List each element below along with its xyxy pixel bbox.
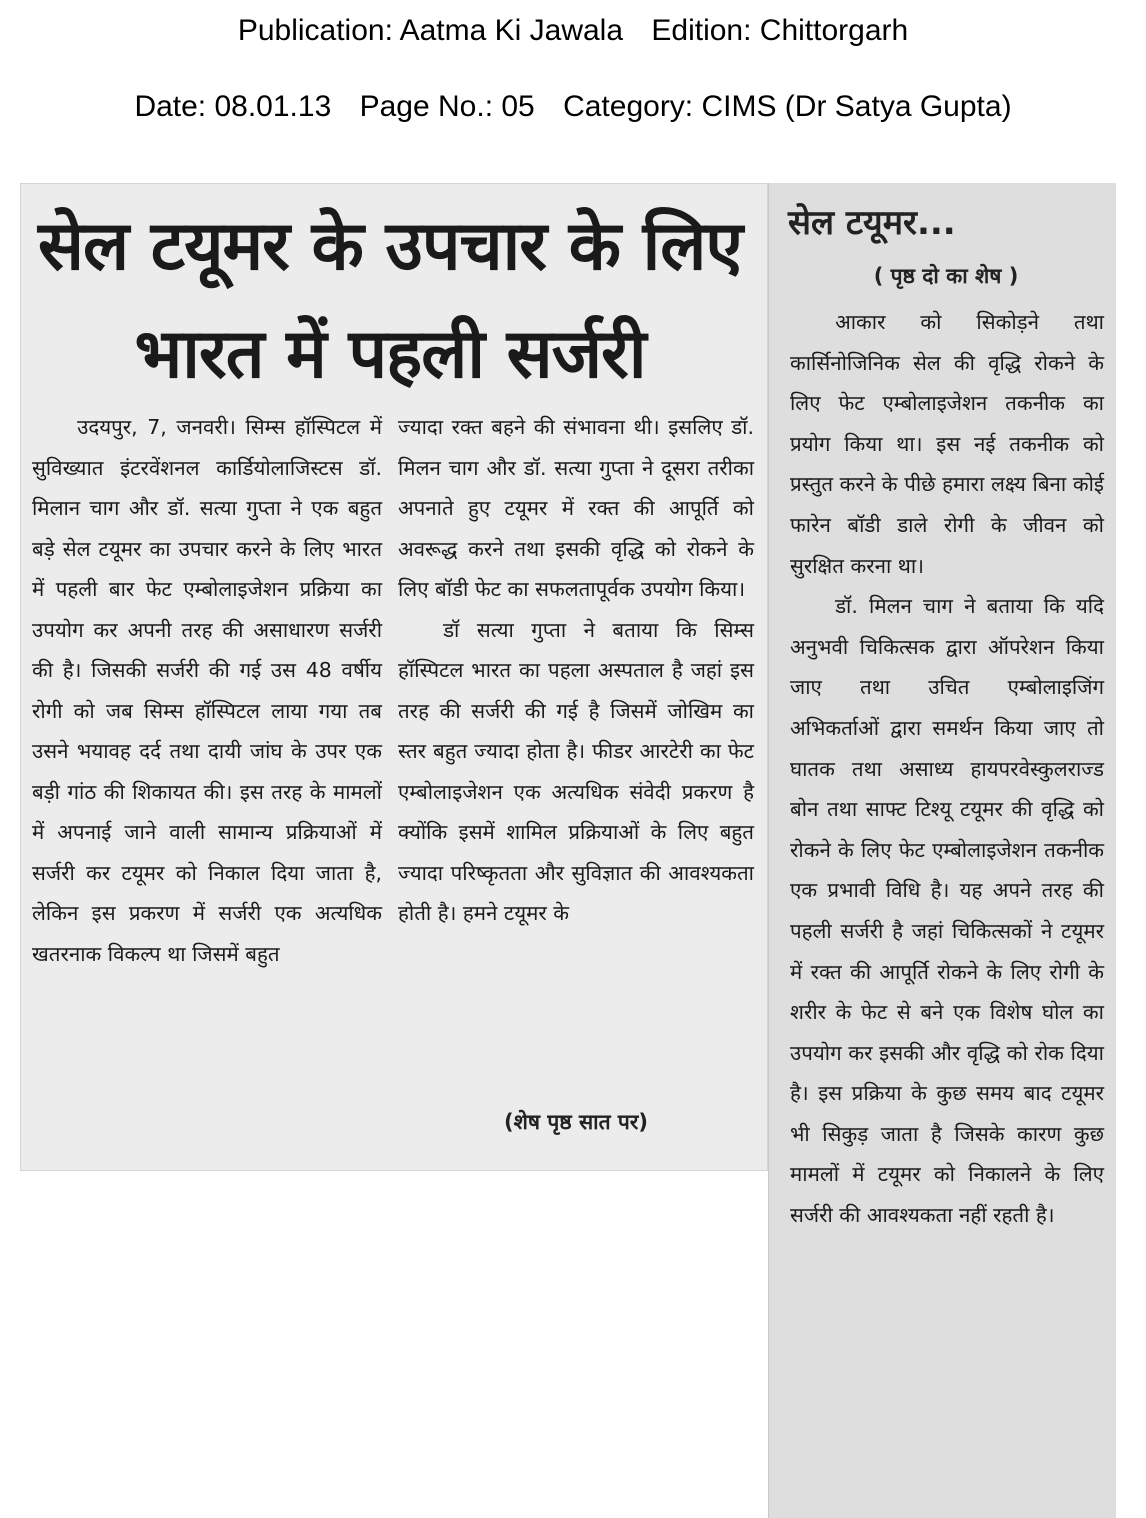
side-article-column [790,302,1104,1236]
main-article-column-2 [398,407,754,934]
date-label: Date: 08.01.13 [134,90,332,123]
header-line-2 [0,90,1146,124]
main-article-paragraph: ज्यादा रक्त बहने की संभावना थी। इसलिए डॉ. मिलन चाग और डॉ. सत्या गुप्ता ने दूसरा तरीका अपनाते हुए टयूमर में रक्त की आपूर्ति को अवरूद्ध करने तथा इसकी वृद्धि को रोकने के लिए बॉडी फेट का सफलतापूर्वक उपयोग किया। [398,415,754,601]
side-article-title: सेल टयूमर... [788,203,956,243]
page-number-label: Page No.: 05 [359,90,535,123]
side-article-subtitle: ( पृष्ठ दो का शेष ) [873,264,1019,288]
continued-note: (शेष पृष्ठ सात पर) [504,1110,648,1134]
main-headline: सेल टयूमर के उपचार के लिए भारत में पहली सर्जरी [38,207,742,394]
publication-label: Publication: Aatma Ki Jawala [237,14,624,47]
side-article-paragraph: डॉ. मिलन चाग ने बताया कि यदि अनुभवी चिकित्सक द्वारा ऑपरेशन किया जाए तथा उचित एम्बोलाइजिंग अभिकर्ताओं द्वारा समर्थन किया जाए तो घातक तथा असाध्य हायपरवेस्कुलराज्ड बोन तथा साफ्ट टिश्यू टयूमर की वृद्धि को रोकने के लिए फेट एम्बोलाइजेशन तकनीक एक प्रभावी विधि है। यह अपने तरह की पहली सर्जरी है जहां चिकित्सकों ने टयूमर में रक्त की आपूर्ति रोकने के लिए रोगी के शरीर के फेट से बने एक विशेष घोल का उपयोग कर इसकी और वृद्धि को रोक दिया है। इस प्रक्रिया के कुछ समय बाद टयूमर भी सिकुड़ जाता है जिसके कारण कुछ मामलों में टयूमर को निकालने के लिए सर्जरी की आवश्यकता नहीं रहती है। [790,594,1104,1228]
side-article-paragraph: आकार को सिकोड़ने तथा कार्सिनोजिनिक सेल की वृद्धि रोकने के लिए फेट एम्बोलाइजेशन तकनीक का प्रयोग किया था। इस नई तकनीक को प्रस्तुत करने के पीछे हमारा लक्ष्य बिना कोई फारेन बॉडी डाले रोगी के जीवन को सुरक्षित करना था। [790,310,1104,578]
main-article-column-1 [32,407,382,974]
main-article-paragraph: उदयपुर, 7, जनवरी। सिम्स हॉस्पिटल में सुविख्यात इंटरवेंशनल कार्डियोलाजिस्टस डॉ. मिलान चाग और डॉ. सत्या गुप्ता ने एक बहुत बड़े सेल टयूमर का उपचार करने के लिए भारत में पहली बार फेट एम्बोलाइजेशन प्रक्रिया का उपयोग कर अपनी तरह की असाधारण सर्जरी की है। जिसकी सर्जरी की गई उस 48 वर्षीय रोगी को जब सिम्स हॉस्पिटल लाया गया तब उसने भयावह दर्द तथा दायी जांघ के उपर एक बड़ी गांठ की शिकायत की। इस तरह के मामलों में अपनाई जाने वाली सामान्य प्रक्रियाओं में सर्जरी कर टयूमर को निकाल दिया जाता है, लेकिन इस प्रकरण में सर्जरी एक अत्यधिक खतरनाक विकल्प था जिसमें बहुत [32,415,382,966]
category-label: Category: CIMS (Dr Satya Gupta) [563,90,1012,123]
edition-label: Edition: Chittorgarh [651,14,909,47]
header-line-1 [0,14,1146,48]
main-article-paragraph: डॉ सत्या गुप्ता ने बताया कि सिम्स हॉस्पिटल भारत का पहला अस्पताल है जहां इस तरह की सर्जरी की गई है जिसमें जोखिम का स्तर बहुत ज्यादा होता है। फीडर आरटेरी का फेट एम्बोलाइजेशन एक अत्यधिक संवेदी प्रकरण है क्योंकि इसमें शामिल प्रक्रियाओं के लिए बहुत ज्यादा परिष्कृतता और सुविज्ञात की आवश्यकता होती है। हमने टयूमर के [398,617,754,925]
